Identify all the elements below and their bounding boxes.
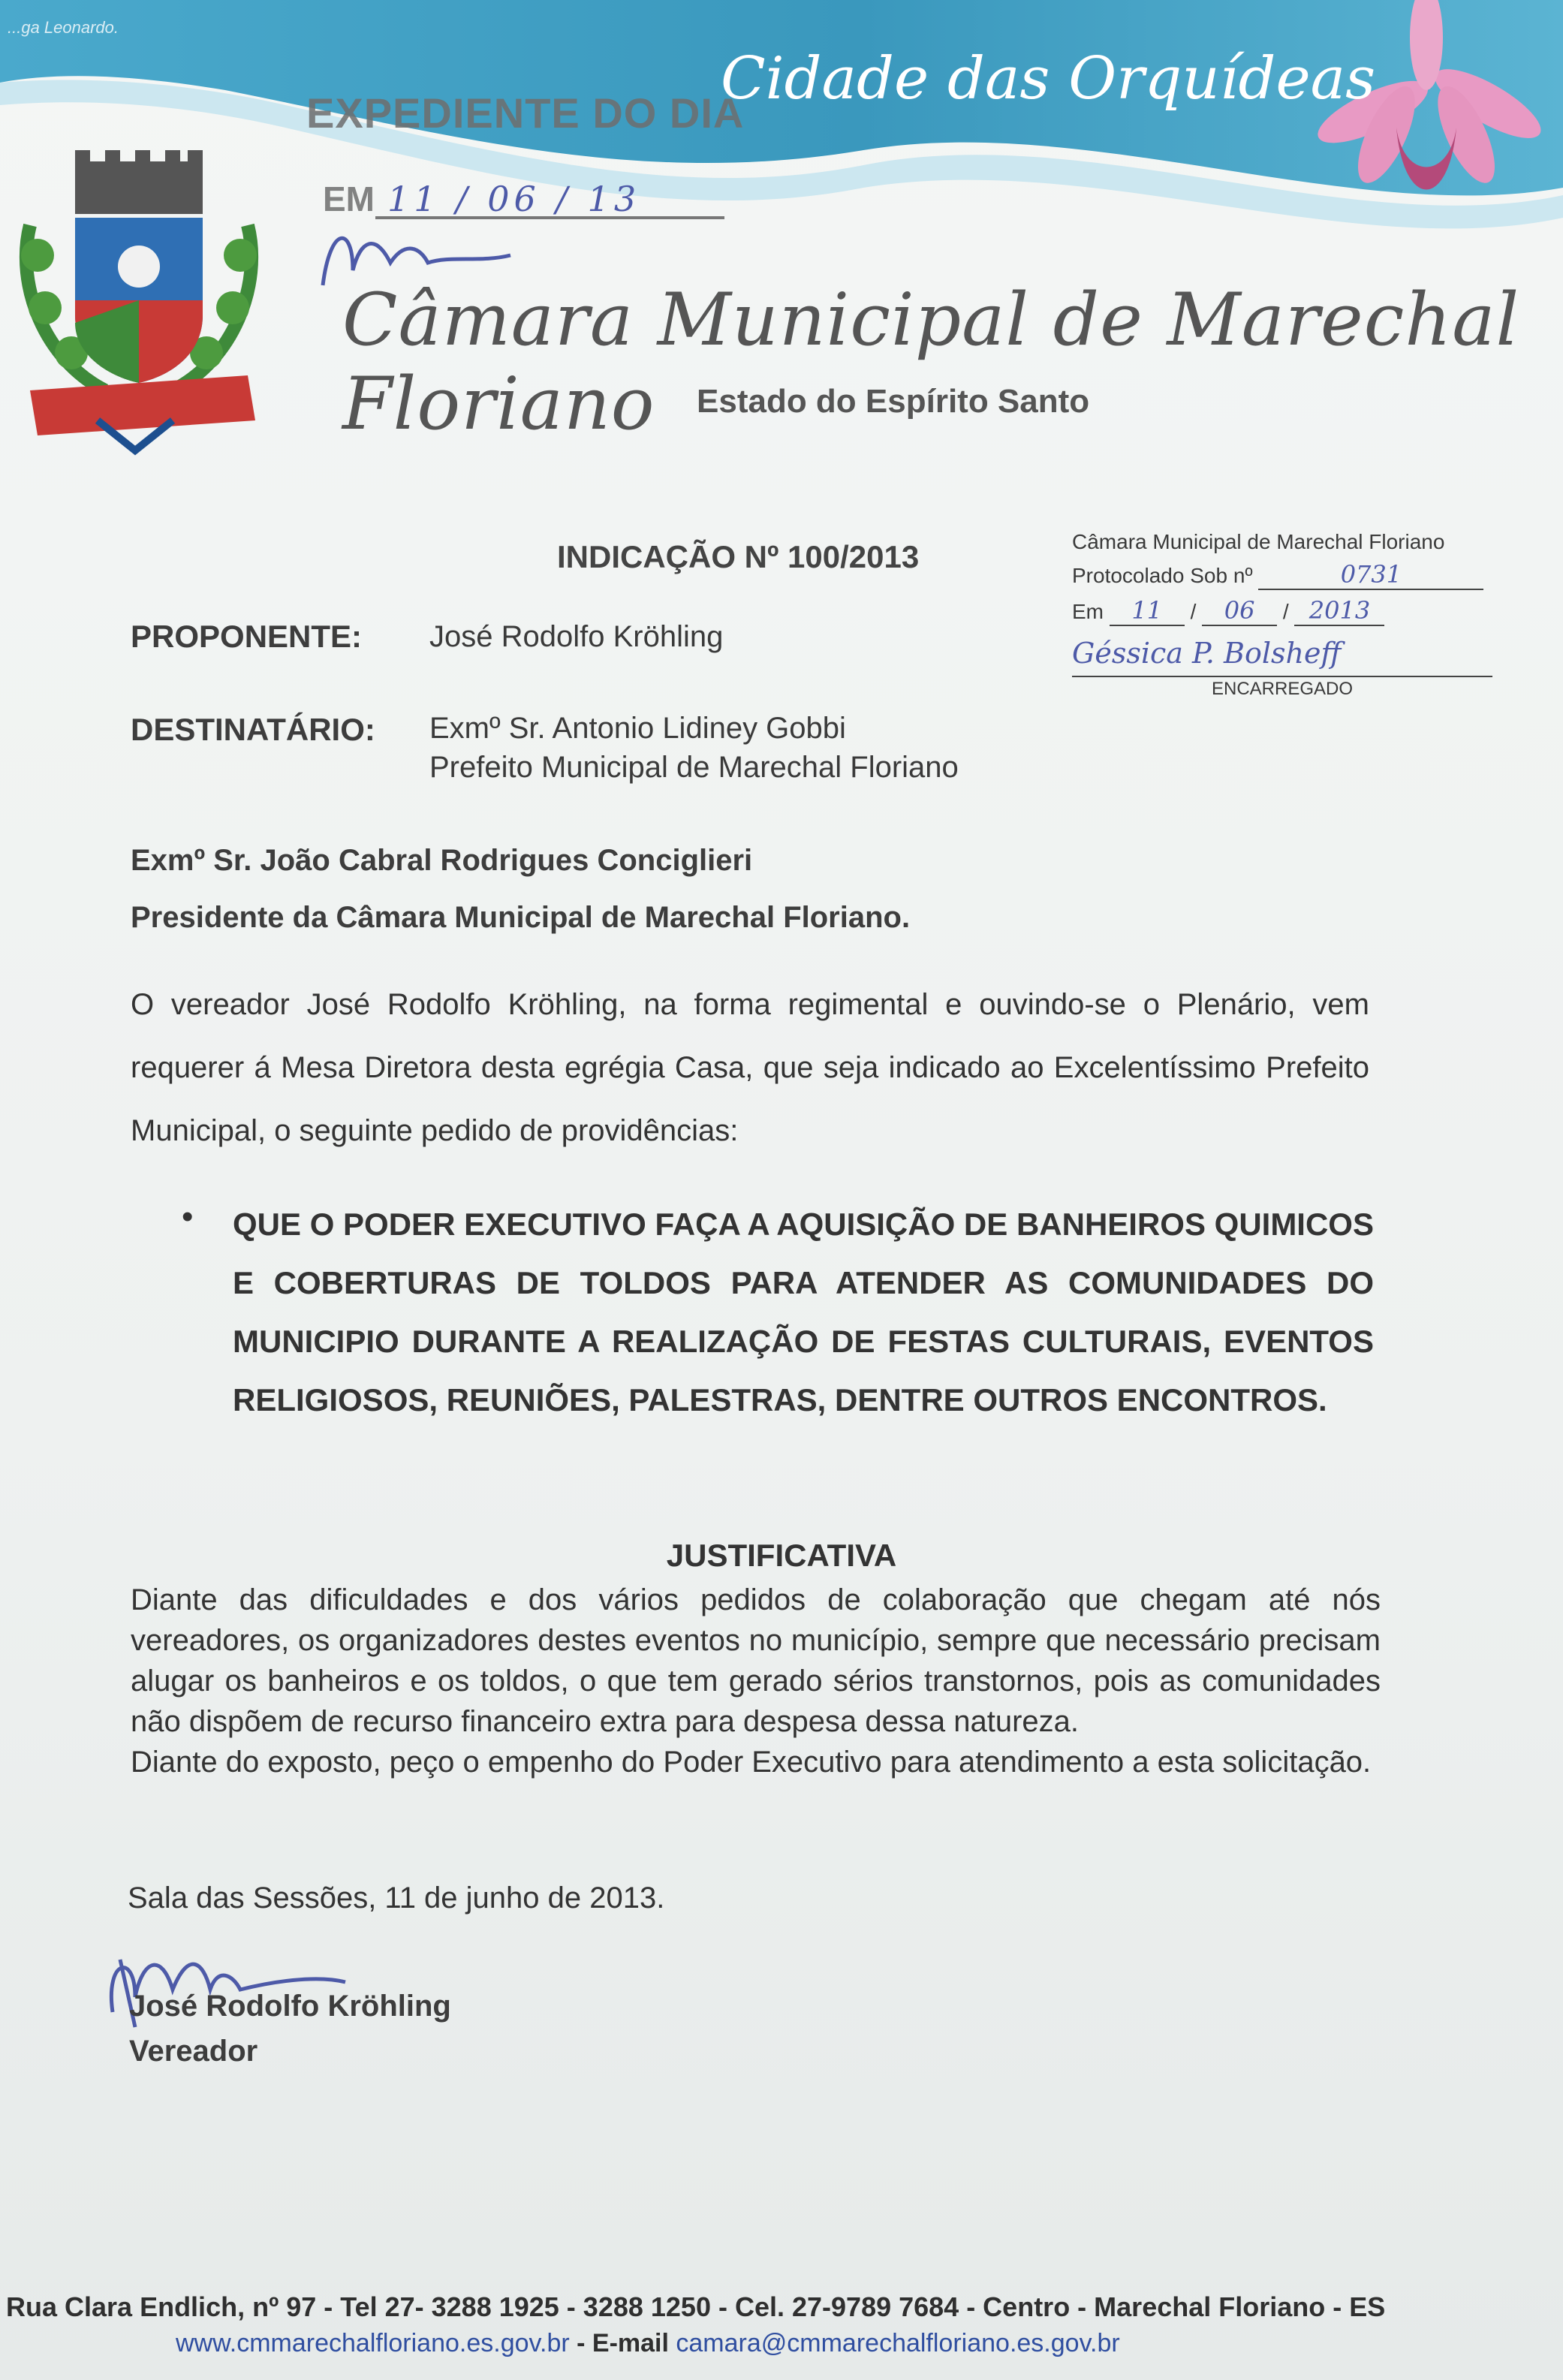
proponente-label: PROPONENTE:: [131, 619, 363, 654]
destinatario-line2: Prefeito Municipal de Marechal Floriano: [429, 751, 959, 784]
protocol-em-label: Em: [1072, 600, 1104, 623]
signer-title: Vereador: [129, 2035, 258, 2068]
email-label: - E-mail: [569, 2329, 676, 2357]
banner-corner-text: ...ga Leonardo.: [8, 18, 119, 37]
proponente-value: José Rodolfo Kröhling: [429, 620, 724, 653]
justification-title: JUSTIFICATIVA: [666, 1538, 897, 1573]
footer-contacts: [176, 2329, 1120, 2358]
city-motto: Cidade das Orquídeas: [721, 45, 1376, 113]
protocol-chamber: Câmara Municipal de Marechal Floriano: [1072, 530, 1445, 553]
protocol-month: 06: [1202, 596, 1277, 626]
request-item: QUE O PODER EXECUTIVO FAÇA A AQUISIÇÃO DE BANHEIROS QUIMICOS E COBERTURAS DE TOLDOS PARA ATENDER AS COMUNIDADES DO MUNICIPIO DURANTE A REALIZAÇÃO DE FESTAS CULTURAIS, EVENTOS RELIGIOSOS, REUNIÕES, PALESTRAS, DENTRE OUTROS ENCONTROS.: [233, 1207, 1374, 1417]
protocol-year: 2013: [1294, 596, 1384, 626]
encarregado-label: ENCARREGADO: [1072, 676, 1492, 700]
state-name: Estado do Espírito Santo: [697, 383, 1090, 420]
stamp-title: EXPEDIENTE DO DIA: [306, 89, 745, 137]
protocol-signature: Géssica P. Bolsheff: [1072, 637, 1342, 670]
stamp-date: 11 / 06 / 13: [387, 179, 641, 219]
footer-address: Rua Clara Endlich, nº 97 - Tel 27- 3288 1925 - 3288 1250 - Cel. 27-9789 7684 - Centro - Marechal Floriano - ES: [6, 2291, 1386, 2322]
website-link[interactable]: www.cmmarechalfloriano.es.gov.br: [176, 2329, 570, 2357]
addressee-line1: Exmº Sr. João Cabral Rodrigues Conciglieri: [131, 844, 753, 877]
addressee-line2: Presidente da Câmara Municipal de Marechal Floriano.: [131, 901, 911, 934]
destinatario-label: DESTINATÁRIO:: [131, 712, 375, 747]
destinatario-line1: Exmº Sr. Antonio Lidiney Gobbi: [429, 712, 846, 745]
bullet-icon: •: [182, 1198, 194, 1235]
document-title: INDICAÇÃO Nº 100/2013: [557, 539, 920, 574]
signer-signature-icon: [90, 1930, 360, 2042]
protocol-number: 0731: [1258, 560, 1483, 590]
closing-line: Sala das Sessões, 11 de junho de 2013.: [128, 1881, 665, 1915]
protocol-day: 11: [1110, 596, 1185, 626]
protocol-number-label: Protocolado Sob nº: [1072, 564, 1253, 587]
protocol-date-line: Em 11 / 06 / 2013: [1072, 596, 1522, 626]
protocol-stamp: [1072, 530, 1522, 700]
justification-paragraph-2: Diante do exposto, peço o empenho do Poder Executivo para atendimento a esta solicitação.: [131, 1746, 1372, 1779]
intro-paragraph: O vereador José Rodolfo Kröhling, na forma regimental e ouvindo-se o Plenário, vem requerer á Mesa Diretora desta egrégia Casa, que seja indicado ao Excelentíssimo Prefeito Municipal, o seguinte pedido de providências:: [131, 988, 1369, 1147]
email-link[interactable]: camara@cmmarechalfloriano.es.gov.br: [676, 2329, 1120, 2357]
chamber-name: Câmara Municipal de Marechal Floriano: [342, 278, 1520, 446]
justification-paragraph-1: Diante das dificuldades e dos vários pedidos de colaboração que chegam até nós vereadores, os organizadores destes eventos no município, sempre que necessário precisam alugar os banheiros e os toldos, o que tem gerado sérios transtornos, pois as comunidades não dispõem de recurso financeiro extra para despesa dessa natureza.: [131, 1583, 1381, 1738]
stamp-em-label: EM: [323, 179, 375, 218]
municipal-crest-icon: [21, 150, 257, 450]
justification-body: [131, 1580, 1381, 1782]
protocol-number-line: [1072, 560, 1522, 590]
signer-name: José Rodolfo Kröhling: [129, 1990, 451, 2023]
